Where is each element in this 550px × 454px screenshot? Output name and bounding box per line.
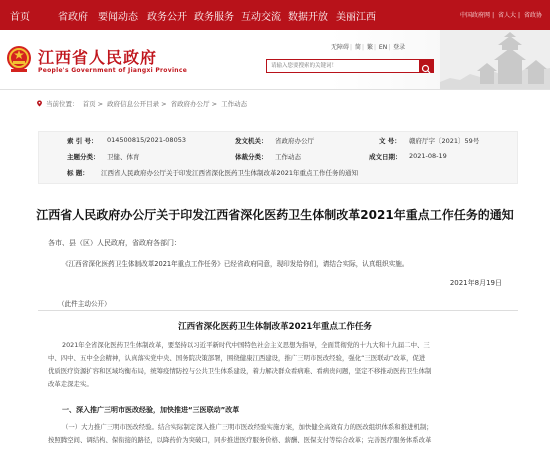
meta-docno-value: 赣府厅字〔2021〕59号 [409, 137, 480, 145]
nav-item-news[interactable]: 要闻动态 [98, 12, 138, 23]
search-button[interactable] [419, 60, 433, 72]
meta-org-value: 省政府办公厅 [275, 137, 314, 145]
search-input[interactable] [267, 60, 417, 72]
nav-item-interaction[interactable]: 互动交流 [241, 12, 281, 23]
meta-org-label: 发文机关： [235, 137, 268, 145]
body-line: 中、四中、五中全会精神，认真落实党中央、国务院决策部署，围绕健康江西建设，推广三明市医改经验，强化“三医联动”改革，促进 [48, 354, 426, 362]
meta-date-value: 2021-08-19 [409, 152, 447, 160]
meta-title-value: 江西省人民政府办公厅关于印发江西省深化医药卫生体制改革2021年重点工作任务的通知 [101, 169, 359, 177]
accessibility-link[interactable]: 无障碍 [331, 44, 350, 51]
breadcrumb-office[interactable]: 省政府办公厅 [170, 100, 210, 108]
simplified-link[interactable]: 简 [354, 44, 361, 51]
link-cppcc[interactable]: 省政协 [523, 12, 542, 19]
meta-title-label: 标 题： [67, 169, 89, 177]
top-right-links: 中国政府网 | 省人大 | 省政协 [460, 12, 542, 19]
meta-date-label: 成文日期： [369, 153, 402, 161]
login-link[interactable]: 登录 [393, 44, 406, 51]
meta-index-label: 索 引 号： [67, 137, 98, 145]
english-link[interactable]: EN [378, 44, 388, 51]
nav-item-province-gov[interactable]: 省政府 [58, 12, 88, 23]
attachment-title: 江西省深化医药卫生体制改革2021年重点工作任务 [178, 322, 372, 332]
doc-salutation: 各市、县（区）人民政府，省政府各部门： [48, 239, 181, 247]
content-divider [38, 310, 518, 311]
location-icon [36, 100, 43, 107]
breadcrumb: 当前位置： 首页 > 政府信息公开目录 > 省政府办公厅 > 工作动态 [0, 99, 550, 111]
body-line: 改革走深走实。 [48, 380, 93, 388]
body-line: （一）大力推广三明市医改经验。结合实际制定深入推广三明市医改经验实施方案，加快健全高效有力的医改组织体系和推进机制； [62, 423, 433, 431]
search-box [266, 59, 434, 73]
breadcrumb-news[interactable]: 工作动态 [221, 100, 248, 108]
meta-topic-value: 卫健、体育 [107, 153, 140, 161]
search-icon [419, 63, 433, 75]
top-nav [0, 0, 550, 30]
site-title[interactable]: 江西省人民政府 [38, 48, 158, 67]
site-subtitle: People's Government of Jiangxi Province [38, 67, 188, 74]
section-heading: 一、深入推广三明市医改经验，加快推进“三医联动”改革 [62, 406, 240, 414]
document-meta-table [38, 131, 518, 184]
meta-index-value: 014500815/2021-08053 [107, 136, 186, 144]
doc-paragraph-1: 《江西省深化医药卫生体制改革2021年重点工作任务》已经省政府同意，现印发给你们，请结合实际，认真组织实施。 [62, 260, 409, 268]
body-line: 2021年全省深化医药卫生体制改革，要坚持以习近平新时代中国特色社会主义思想为指导，全面贯彻党的十九大和十九届二中、三 [62, 341, 430, 349]
nav-item-open-data[interactable]: 数据开放 [288, 12, 328, 23]
traditional-link[interactable]: 繁 [366, 44, 373, 51]
breadcrumb-home[interactable]: 首页 [82, 100, 96, 108]
nav-item-gov-affairs[interactable]: 政务公开 [147, 12, 187, 23]
link-china-gov[interactable]: 中国政府网 [460, 12, 491, 19]
meta-topic-label: 主题分类： [67, 153, 100, 161]
pavilion-skyline-image [440, 30, 550, 90]
national-emblem-icon [5, 44, 33, 74]
nav-item-beautiful-jiangxi[interactable]: 美丽江西 [336, 12, 376, 23]
meta-type-value: 工作动态 [275, 153, 301, 161]
nav-item-home[interactable]: 首页 [10, 12, 30, 23]
doc-date: 2021年8月19日 [449, 279, 502, 287]
meta-type-label: 体裁分类： [235, 153, 268, 161]
site-header [0, 30, 550, 90]
meta-docno-label: 文 号： [379, 137, 401, 145]
nav-item-services[interactable]: 政务服务 [194, 12, 234, 23]
body-line: 优质医疗资源扩容和区域均衡布局，统筹疫情防控与公共卫生体系建设，着力解决群众看病难、看病贵问题，坚定不移推动医药卫生体制 [48, 367, 432, 375]
doc-public-note: （此件主动公开） [58, 300, 111, 308]
breadcrumb-catalog[interactable]: 政府信息公开目录 [107, 100, 160, 108]
header-tools: 无障碍| 简| 繁| EN| 登录 [331, 44, 406, 51]
link-npc[interactable]: 省人大 [498, 12, 517, 19]
body-line: 按照腾空间、调结构、保衔接的路径，以降药价为突破口，同步推进医疗服务价格、薪酬、医保支付等综合改革；完善医疗服务体系改革 [48, 436, 432, 444]
document-title: 江西省人民政府办公厅关于印发江西省深化医药卫生体制改革2021年重点工作任务的通知 [36, 208, 514, 222]
